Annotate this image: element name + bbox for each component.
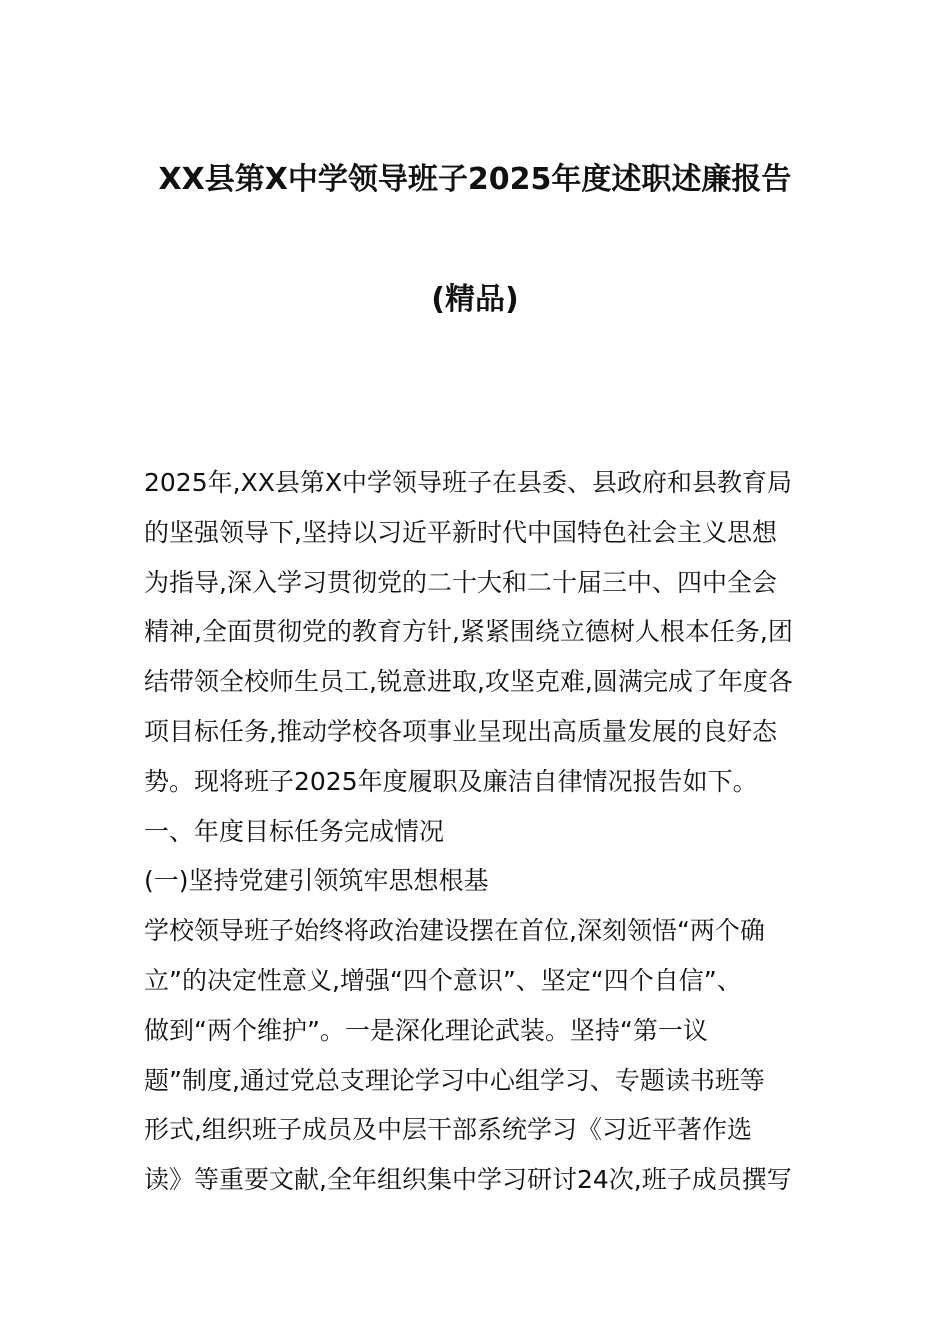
body-line: 立”的决定性意义,增强“四个意识”、坚定“四个自信”、 <box>144 965 742 995</box>
document-subtitle: (精品) <box>431 282 519 317</box>
body-line: 势。现将班子2025年度履职及廉洁自律情况报告如下。 <box>144 766 758 796</box>
subsection-heading: (一)坚持党建引领筑牢思想根基 <box>144 866 489 896</box>
document-title: XX县第X中学领导班子2025年度述职述廉报告 <box>158 162 792 197</box>
body-line: 精神,全面贯彻党的教育方针,紧紧围绕立德树人根本任务,团 <box>144 617 793 647</box>
body-line: 做到“两个维护”。一是深化理论武装。坚持“第一议 <box>144 1015 708 1045</box>
body-line: 为指导,深入学习贯彻党的二十大和二十届三中、四中全会 <box>144 567 777 597</box>
body-line: 读》等重要文献,全年组织集中学习研讨24次,班子成员撰写 <box>144 1165 792 1195</box>
body-line: 2025年,XX县第X中学领导班子在县委、县政府和县教育局 <box>144 468 792 497</box>
body-line: 项目标任务,推动学校各项事业呈现出高质量发展的良好态 <box>144 716 777 746</box>
body-line: 题”制度,通过党总支理论学习中心组学习、专题读书班等 <box>144 1065 765 1095</box>
body-line: 结带领全校师生员工,锐意进取,攻坚克难,圆满完成了年度各 <box>144 667 793 697</box>
body-line: 的坚强领导下,坚持以习近平新时代中国特色社会主义思想 <box>144 517 777 547</box>
section-heading: 一、年度目标任务完成情况 <box>144 816 445 846</box>
document-body <box>144 458 814 1205</box>
body-line: 形式,组织班子成员及中层干部系统学习《习近平著作选 <box>144 1115 752 1145</box>
body-line: 学校领导班子始终将政治建设摆在首位,深刻领悟“两个确 <box>144 916 765 946</box>
